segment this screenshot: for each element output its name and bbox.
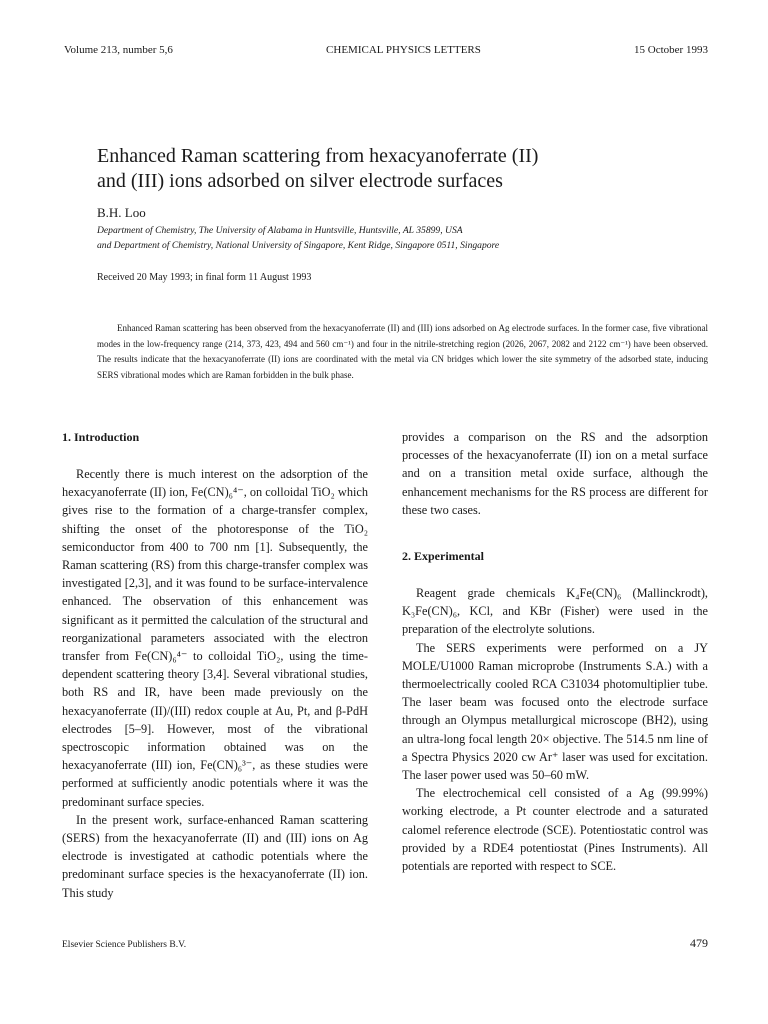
page-footer [62, 936, 708, 951]
intro-paragraph-2: In the present work, surface-enhanced Raman scattering (SERS) from the hexacyanoferrate (II) and (III) ions on Ag electrode is investigated at cathodic potentials where the predominant surface species is the hexacyanoferrate (II) ion. This study [62, 812, 368, 900]
title-line-2: and (III) ions adsorbed on silver electrode surfaces [97, 170, 503, 192]
article-title [97, 144, 657, 194]
affiliation-line-2: and Department of Chemistry, National University of Singapore, Kent Ridge, Singapore 0511, Singapore [97, 240, 500, 251]
affiliation-line-1: Department of Chemistry, The University of Alabama in Huntsville, Huntsville, AL 35899, USA [97, 225, 463, 236]
author-name: B.H. Loo [97, 205, 146, 220]
volume-info: Volume 213, number 5,6 [64, 44, 173, 56]
author-affiliation [97, 223, 697, 253]
experimental-paragraph-2: The SERS experiments were performed on a JY MOLE/U1000 Raman microprobe (Instruments S.A.) with a thermoelectrically cooled RCA C31034 photomultiplier tube. The laser beam was focused onto the electrode surface through an Olympus metallurgical microscope (BH2), using an ultra-long focal length 20× objective. The 514.5 nm line of a Spectra Physics 2020 cw Ar⁺ laser was used for excitation. The laser power used was 50–60 mW. [402, 640, 708, 783]
page-number: 479 [690, 936, 708, 950]
publisher: Elsevier Science Publishers B.V. [62, 940, 187, 950]
right-column [402, 428, 708, 875]
experimental-heading: 2. Experimental [402, 549, 484, 564]
title-line-1: Enhanced Raman scattering from hexacyanoferrate (II) [97, 145, 539, 167]
intro-heading: 1. Introduction [62, 430, 140, 444]
intro-paragraph-2-continued: provides a comparison on the RS and the adsorption processes of the hexacyanoferrate (II) ion on a metal surface and on a transition metal oxide surface, although the enhancement mechanisms for the RS process are different for these two cases. [402, 430, 708, 517]
running-header [64, 44, 708, 56]
left-column [62, 428, 368, 902]
abstract: Enhanced Raman scattering has been observed from the hexacyanoferrate (II) and (III) ions adsorbed on Ag electrode surfaces. In the former case, five vibrational modes in the low-frequency range (214, 373, 423, 494 and 560 cm⁻¹) and four in the nitrile-stretching region (2026, 2067, 2082 and 2122 cm⁻¹) have been observed. The results indicate that the hexacyanoferrate (II) ions are coordinated with the metal via CN bridges which lower the site symmetry of the adsorbed state, inducing SERS vibrational modes which are Raman forbidden in the bulk phase. [97, 323, 708, 381]
journal-name: CHEMICAL PHYSICS LETTERS [326, 44, 481, 56]
experimental-paragraph-3: The electrochemical cell consisted of a Ag (99.99%) working electrode, a Pt counter electrode and a saturated calomel reference electrode (SCE). Potentiostatic control was provided by a RDE4 potentiostat (Pines Instruments). All potentials are reported with respect to SCE. [402, 786, 708, 874]
issue-date: 15 October 1993 [634, 44, 708, 56]
experimental-paragraph-1: Reagent grade chemicals K₄Fe(CN)₆ (Mallinckrodt), K₃Fe(CN)₆, KCl, and KBr (Fisher) were used in the preparation of the electrolyte solutions. [402, 586, 708, 637]
received-dates: Received 20 May 1993; in final form 11 August 1993 [97, 272, 312, 283]
intro-paragraph-1: Recently there is much interest on the adsorption of the hexacyanoferrate (II) ion, Fe(CN)₆⁴⁻, on colloidal TiO₂ which gives rise to the formation of a charge-transfer complex, shifting the onset of the photoresponse of the TiO₂ semiconductor from 400 to 700 nm [1]. Subsequently, the Raman scattering (RS) from this charge-transfer complex was investigated [2,3], and it was found to be surface-intervalence enhanced. The observation of this enhancement was significant as it permitted the calculation of the structural and reorganizational parameters associated with the electron transfer from Fe(CN)₆⁴⁻ to colloidal TiO₂, using the time-dependent scattering theory [3,4]. Several vibrational studies, both RS and IR, have been made previously on the hexacyanoferrate (II)/(III) redox couple at Au, Pt, and β-PdH electrodes [5–9]. However, most of the vibrational spectroscopic information obtained was on the hexacyanoferrate (III) ion, Fe(CN)₆³⁻, as these studies were performed at sufficiently anodic potentials where it was the predominant surface species. [62, 467, 368, 809]
